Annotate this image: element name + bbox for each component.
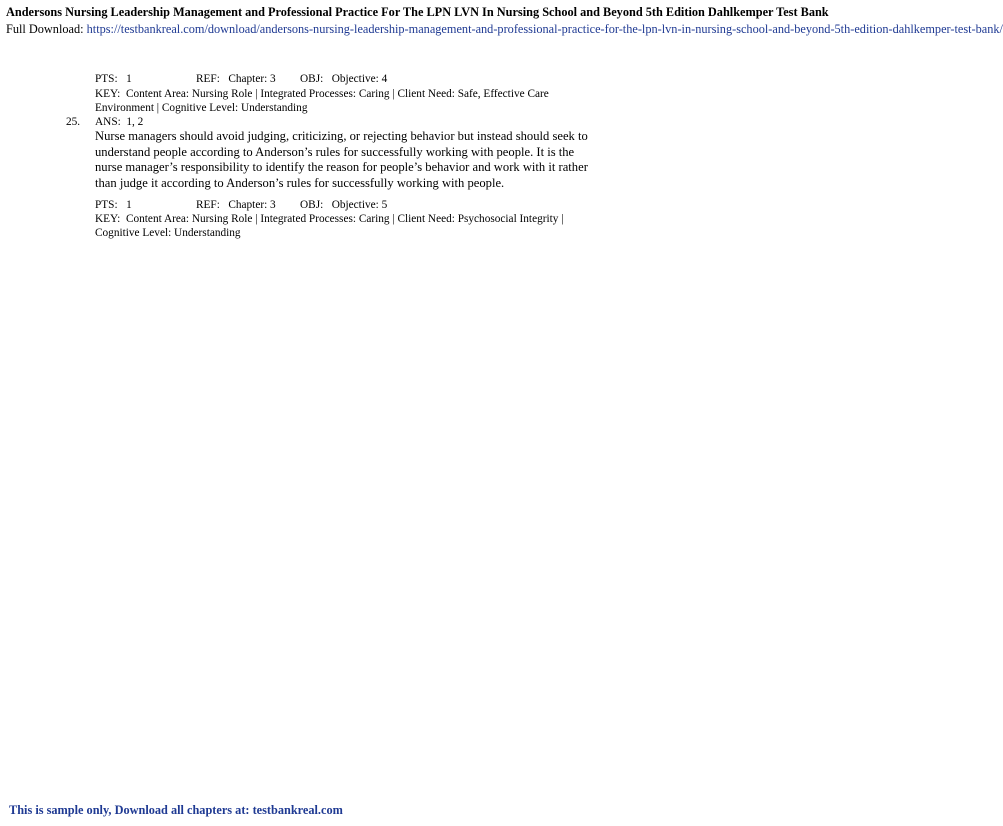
document-header <box>6 4 1003 38</box>
download-line <box>6 21 1003 38</box>
answer-label: ANS: 1, 2 <box>95 116 144 128</box>
rationale-line: than judge it according to Anderson’s rules for successfully working with people. <box>95 176 505 191</box>
ref-label: REF: Chapter: 3 <box>196 73 276 85</box>
pts-label: PTS: 1 <box>95 199 132 211</box>
key-block-1 <box>95 88 595 115</box>
document-title: Andersons Nursing Leadership Management and Professional Practice For The LPN LVN In Nursing School and Beyond 5th Edition Dahlkemper Test Bank <box>6 5 829 19</box>
key-line: Environment | Cognitive Level: Understanding <box>95 101 308 114</box>
obj-label: OBJ: Objective: 5 <box>300 199 388 211</box>
download-link[interactable]: https://testbankreal.com/download/andersons-nursing-leadership-management-and-professional-practice-for-the-lpn-lvn-in-nursing-school-and-beyond-5th-edition-dahlkemper-test-bank/ <box>86 22 1003 36</box>
rationale-line: understand people according to Anderson’s rules for successfully working with people. It is the <box>95 144 575 159</box>
key-line: KEY: Content Area: Nursing Role | Integrated Processes: Caring | Client Need: Safe, Effective Care <box>95 88 549 100</box>
question-number: 25. <box>66 116 81 128</box>
rationale-line: nurse manager’s responsibility to identify the reason for people’s behavior and work with it rather <box>95 160 588 175</box>
ref-label: REF: Chapter: 3 <box>196 199 276 211</box>
download-label: Full Download: <box>6 22 87 36</box>
key-line: KEY: Content Area: Nursing Role | Integrated Processes: Caring | Client Need: Psychosocial Integrity | <box>95 213 564 225</box>
rationale-line: Nurse managers should avoid judging, criticizing, or rejecting behavior but instead should seek to <box>95 129 588 143</box>
key-line: Cognitive Level: Understanding <box>95 226 241 239</box>
pts-label: PTS: 1 <box>95 73 132 85</box>
obj-label: OBJ: Objective: 4 <box>300 73 388 85</box>
rationale-text <box>95 129 605 192</box>
key-block-2 <box>95 213 595 240</box>
footer-note: This is sample only, Download all chapters at: testbankreal.com <box>9 803 343 817</box>
